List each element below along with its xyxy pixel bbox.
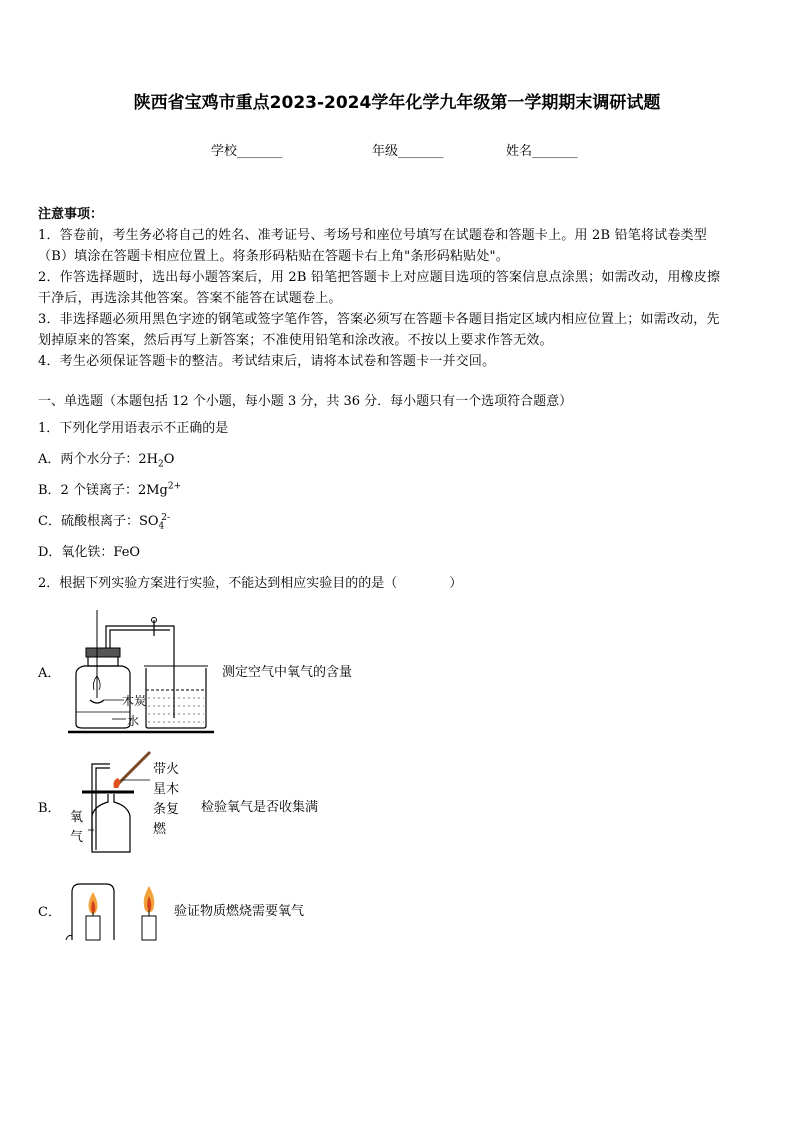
q2-option-b-desc: 检验氧气是否收集满 <box>201 800 319 815</box>
q1-option-c-text: C．硫酸根离子：SO <box>38 514 159 529</box>
subscript: 2 <box>158 459 164 470</box>
oxygen-label-line: 氧 <box>70 810 84 825</box>
q1-option-a-text: A．两个水分子：2H <box>38 452 158 467</box>
grade-field: 年级_______ <box>372 144 444 159</box>
q1-option-a-end: O <box>163 452 175 467</box>
q2-option-a-label: A． <box>38 666 61 681</box>
q1-option-b <box>38 479 181 498</box>
q1-option-a <box>38 448 174 470</box>
notice-line: 2．作答选择题时，选出每小题答案后，用 2B 铅笔把答题卡上对应题目选项的答案信息点涂黑；如需改动，用橡皮擦 <box>38 270 721 285</box>
candle-combustion-figure <box>60 880 170 944</box>
school-field: 学校_______ <box>211 144 283 159</box>
section-heading: 一、单选题（本题包括 12 个小题，每小题 3 分，共 36 分．每小题只有一个选项符合题意） <box>38 394 573 409</box>
water-label: 水 <box>127 714 140 728</box>
glowing-splint-label <box>153 760 179 840</box>
oxygen-label-line: 气 <box>70 830 84 845</box>
notice-line: 1．答卷前，考生务必将自己的姓名、准考证号、考场号和座位号填写在试题卷和答题卡上。用 2B 铅笔将试卷类型 <box>38 228 707 243</box>
name-field: 姓名_______ <box>506 144 578 159</box>
oxygen-label <box>70 808 83 848</box>
q2-option-c-desc: 验证物质燃烧需要氧气 <box>174 904 305 919</box>
notice-line: 划掉原来的答案，然后再写上新答案；不准使用铅笔和涂改液。不按以上要求作答无效。 <box>38 333 553 348</box>
q1-option-c <box>38 510 170 532</box>
notice-heading: 注意事项： <box>38 207 104 222</box>
q1-option-d: D．氧化铁：FeO <box>38 545 141 560</box>
subscript: 4 <box>158 521 165 532</box>
question-2-stem: 2．根据下列实验方案进行实验，不能达到相应实验目的的是（ ） <box>38 576 463 591</box>
oxygen-content-apparatus-figure <box>62 608 222 738</box>
notice-line: 3．非选择题必须用黑色字迹的钢笔或签字笔作答，答案必须写在答题卡各题目指定区域内相应位置上；如需改动，先 <box>38 312 720 327</box>
splint-label-line: 带火 <box>153 762 180 777</box>
superscript: 2+ <box>167 481 182 492</box>
q2-option-c-label: C． <box>38 905 61 920</box>
notice-line: 干净后，再选涂其他答案。答案不能答在试题卷上。 <box>38 291 342 306</box>
splint-label-line: 条复 <box>153 802 180 817</box>
notice-line: 4．考生必须保证答题卡的整洁。考试结束后，请将本试卷和答题卡一并交回。 <box>38 354 496 369</box>
superscript: 2- <box>161 512 171 523</box>
notice-line: （B）填涂在答题卡相应位置上。将条形码粘贴在答题卡右上角"条形码粘贴处"。 <box>38 249 509 264</box>
splint-label-line: 星木 <box>153 782 180 797</box>
splint-label-line: 燃 <box>153 822 167 837</box>
page-title: 陕西省宝鸡市重点2023-2024学年化学九年级第一学期期末调研试题 <box>133 93 661 113</box>
q2-option-b-label: B． <box>38 801 61 816</box>
question-1-stem: 1．下列化学用语表示不正确的是 <box>38 421 229 436</box>
carbon-label: 木炭 <box>122 694 147 708</box>
q1-option-b-text: B．2 个镁离子：2Mg <box>38 483 168 498</box>
q2-option-a-desc: 测定空气中氧气的含量 <box>222 665 353 680</box>
